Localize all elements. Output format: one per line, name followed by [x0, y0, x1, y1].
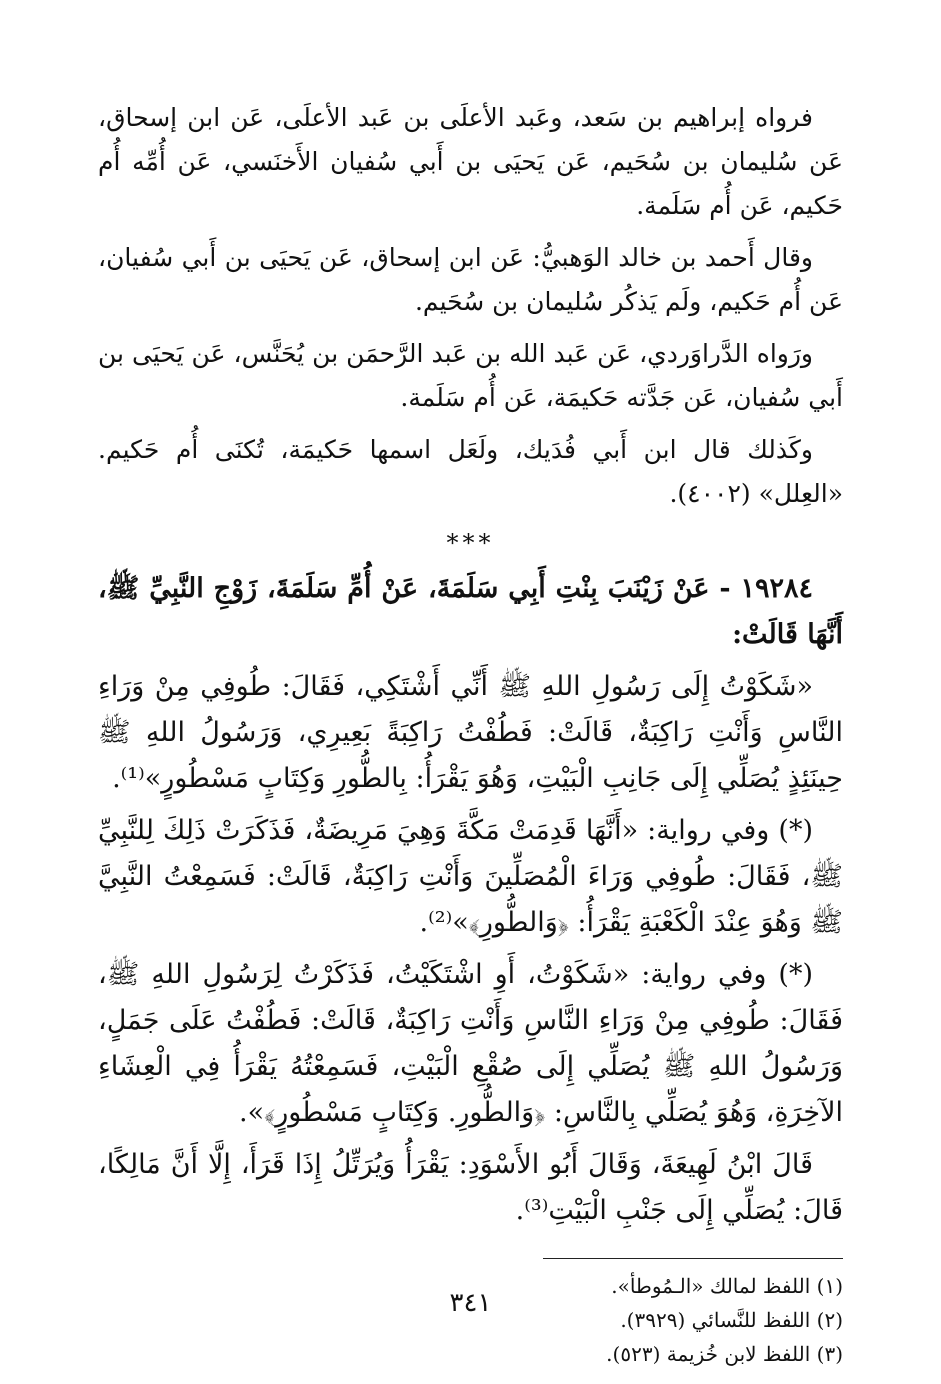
footnote: (٣) اللفظ لابن خُزيمة (٥٢٣).: [606, 1342, 843, 1366]
page-number: ٣٤١: [449, 1288, 492, 1318]
book-page: [98, 96, 843, 1366]
footnotes-section: [98, 1269, 843, 1371]
hadith-variant: (*) وفي رواية: «أَنَّهَا قَدِمَتْ مَكَّةَ وَهِيَ مَرِيضَةٌ، فَذَكَرَتْ ذَلِكَ لِلنَّبِيِّ ﷺ، فَقَالَ: طُوفِي وَرَاءَ الْمُصَلِّينَ وَأَنْتِ رَاكِبَةٌ، قَالَتْ: فَسَمِعْتُ النَّبِيَّ ﷺ وَهُوَ عِنْدَ الْكَعْبَةِ يَقْرَأُ: ﴿وَالطُّورِ﴾»⁽²⁾.: [98, 815, 843, 938]
intro-section: [98, 96, 843, 516]
intro-paragraph: فرواه إبراهيم بن سَعد، وعَبد الأعلَى بن عَبد الأعلَى، عَن ابن إسحاق، عَن سُليمان بن سُحَيم، عَن يَحيَى بن أَبي سُفيان الأَخنَسي، عَن أُمِّه أُم حَكيم، عَن أُم سَلَمة.: [98, 103, 843, 220]
footnote: (١) اللفظ لمالك «الـمُوطأ».: [611, 1274, 843, 1298]
footnote-divider: [543, 1258, 843, 1259]
intro-paragraph: ورَواه الدَّراوَردي، عَن عَبد الله بن عَبد الرَّحمَن بن يُحَنَّس، عَن يَحيَى بن أَبي سُفيان، عَن جَدَّته حَكيمَة، عَن أُم سَلَمة.: [98, 339, 843, 412]
footnote: (٢) اللفظ للنَّسائي (٣٩٢٩).: [620, 1308, 843, 1332]
hadith-closing: قَالَ ابْنُ لَهِيعَةَ، وَقَالَ أَبُو الأَسْوَدِ: يَقْرَأُ وَيُرَتِّلُ إِذَا قَرَأَ، إِلَّا أَنَّ مَالِكًا، قَالَ: يُصَلِّي إِلَى جَنْبِ الْبَيْتِ⁽³⁾.: [98, 1149, 843, 1226]
section-separator: ***: [446, 529, 495, 557]
hadith-header: ١٩٢٨٤ - عَنْ زَيْنَبَ بِنْتِ أَبِي سَلَمَةَ، عَنْ أُمِّ سَلَمَةَ، زَوْجِ النَّبِيِّ ﷺ، أَنَّهَا قَالَتْ:: [98, 573, 843, 650]
hadith-body: «شَكَوْتُ إِلَى رَسُولِ اللهِ ﷺ أَنِّي أَشْتَكِي، فَقَالَ: طُوفِي مِنْ وَرَاءِ النَّاسِ وَأَنْتِ رَاكِبَةٌ، قَالَتْ: فَطُفْتُ رَاكِبَةً بَعِيرِي، وَرَسُولُ اللهِ ﷺ حِينَئِذٍ يُصَلِّي إِلَى جَانِبِ الْبَيْتِ، وَهُوَ يَقْرَأُ: بِالطُّورِ وَكِتَابٍ مَسْطُورٍ»⁽¹⁾.: [98, 671, 843, 794]
hadith-variant: (*) وفي رواية: «شَكَوْتُ، أَوِ اشْتَكَيْتُ، فَذَكَرْتُ لِرَسُولِ اللهِ ﷺ، فَقَالَ: طُوفِي مِنْ وَرَاءِ النَّاسِ وَأَنْتِ رَاكِبَةٌ، قَالَتْ: فَطُفْتُ عَلَى جَمَلٍ، وَرَسُولُ اللهِ ﷺ يُصَلِّي إِلَى صُقْعِ الْبَيْتِ، فَسَمِعْتُهُ يَقْرَأُ فِي الْعِشَاءِ الآخِرَةِ، وَهُوَ يُصَلِّي بِالنَّاسِ: ﴿وَالطُّورِ. وَكِتَابٍ مَسْطُورٍ﴾».: [98, 959, 843, 1128]
intro-paragraph: وكَذلك قال ابن أَبي فُدَيك، ولَعَل اسمها حَكيمَة، تُكنَى أُم حَكيم. «العِلل» (٤٠٠٢).: [98, 435, 843, 508]
hadith-section: [98, 566, 843, 1234]
intro-paragraph: وقال أَحمد بن خالد الوَهبيُّ: عَن ابن إسحاق، عَن يَحيَى بن أَبي سُفيان، عَن أُم حَكيم، ولَم يَذكُر سُليمان بن سُحَيم.: [98, 243, 843, 316]
